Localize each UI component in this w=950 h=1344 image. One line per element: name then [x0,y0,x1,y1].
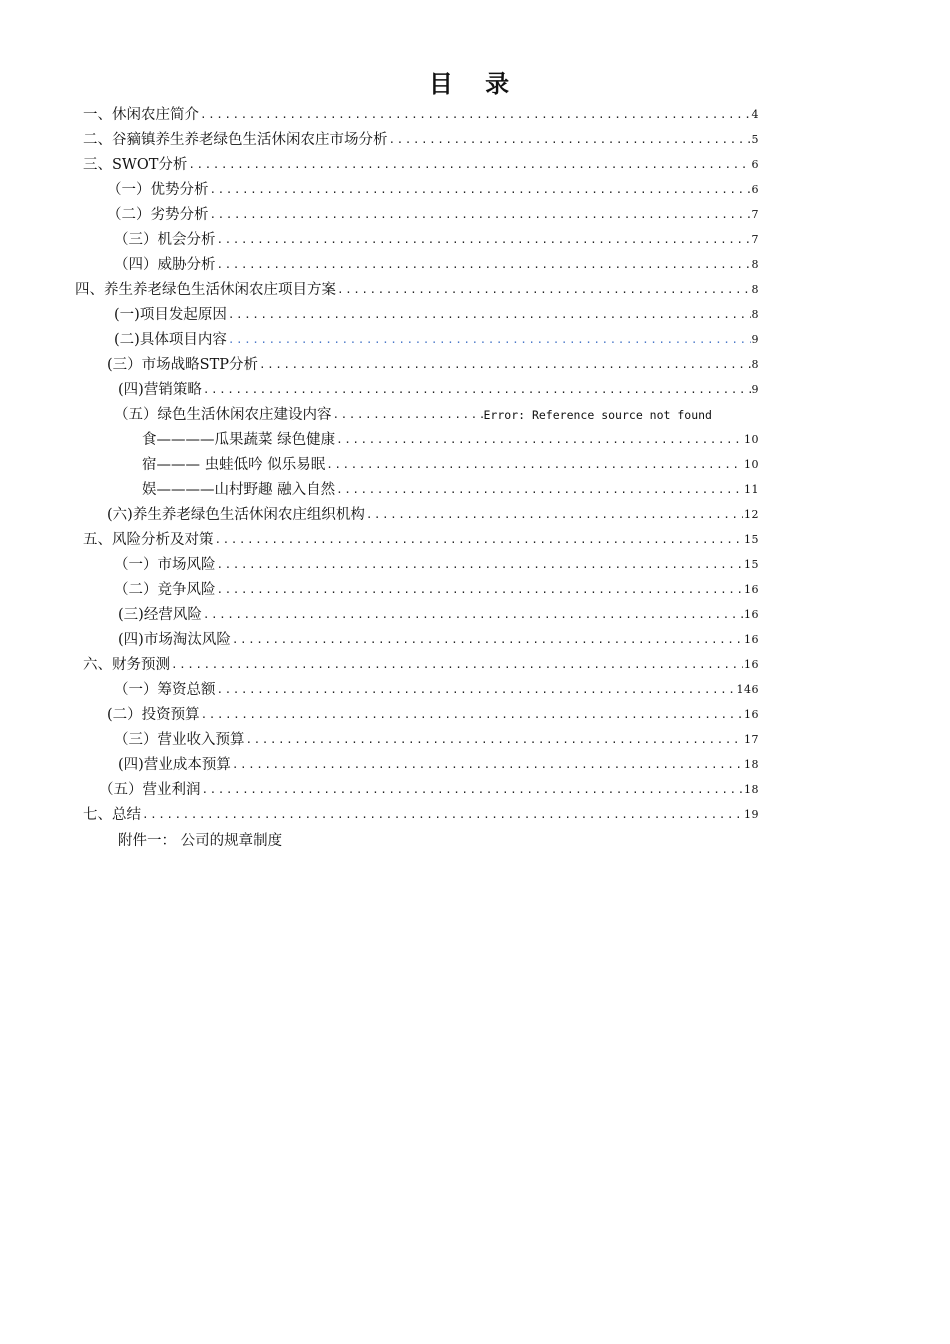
toc-entry-label: 宿——— 虫蛙低吟 似乐易眠 [142,457,326,473]
toc-entry[interactable] [83,650,759,674]
toc-leader [142,806,743,824]
toc-entry-page: 8 [751,283,759,296]
toc-entry-label: (四)营销策略 [118,382,202,398]
toc-entry-page: 146 [736,683,759,696]
toc-entry-page: 10 [744,433,759,446]
toc-entry[interactable] [142,450,759,474]
toc-entry-label: （五）绿色生活休闲农庄建设内容 [114,407,332,423]
toc-leader [202,781,744,799]
toc-entry-page: 8 [751,358,759,371]
toc-entry-page: 9 [751,383,759,396]
toc-entry-label: (三)经营风险 [118,607,202,623]
toc-leader [326,456,743,474]
toc-entry[interactable] [118,600,759,624]
toc-entry[interactable] [83,100,759,124]
toc-leader [336,431,743,449]
toc-entry-label: 三、SWOT分析 [83,157,188,173]
toc-entry-page: 8 [751,308,759,321]
toc-entry-page: 8 [751,258,759,271]
toc-entry[interactable] [114,400,759,424]
toc-entry[interactable] [107,500,759,524]
toc-entry[interactable] [114,550,759,574]
toc-entry-page: 5 [751,133,759,146]
toc-leader [217,556,744,574]
toc-entry-label: (四)营业成本预算 [118,757,231,773]
toc-entry[interactable] [114,225,759,249]
toc-leader [337,281,751,299]
toc-leader [217,256,751,274]
toc-leader [217,681,736,699]
toc-leader [217,581,744,599]
toc-entry-label: （二）劣势分析 [107,207,209,223]
toc-entry[interactable] [83,150,759,174]
toc-entry-label: (二）投资预算 [107,707,200,723]
toc-leader [200,106,751,124]
toc-entry[interactable] [118,625,759,649]
toc-leader [366,506,743,524]
toc-title: 目 录 [428,70,522,98]
toc-entry-label: (一)项目发起原因 [114,307,227,323]
toc-entry-page: 16 [744,708,759,721]
toc-leader [246,731,744,749]
toc-leader [228,331,751,349]
toc-entry-label: 食————瓜果蔬菜 绿色健康 [142,432,336,448]
toc-entry[interactable] [75,275,759,299]
toc-leader [228,306,751,324]
toc-entry-page: 19 [744,808,759,821]
toc-entry-page: 6 [751,183,759,196]
toc-entry-label: 四、养生养老绿色生活休闲农庄项目方案 [75,282,336,298]
toc-leader [259,356,750,374]
toc-entry-label: （一）优势分析 [107,182,209,198]
toc-entry-page: 16 [744,608,759,621]
toc-entry[interactable] [114,325,759,349]
toc-entry-label: （五）营业利润 [99,782,201,798]
toc-entry-page: 9 [751,333,759,346]
toc-entry[interactable] [107,175,759,199]
toc-entry-page: 15 [744,533,759,546]
toc-entry[interactable] [83,525,759,549]
toc-leader [232,756,743,774]
toc-entry[interactable] [83,125,759,149]
toc-entry-label: （四）威胁分析 [114,257,216,273]
toc-leader [210,206,751,224]
toc-entry-page: 7 [751,208,759,221]
toc-entry[interactable] [118,750,759,774]
toc-leader [201,706,743,724]
toc-entry-label: 五、风险分析及对策 [83,532,214,548]
toc-entry-label: （二）竞争风险 [114,582,216,598]
toc-entry[interactable] [114,300,759,324]
toc-entry-page: 16 [744,658,759,671]
toc-leader [389,131,751,149]
toc-entry-label: (四)市场淘汰风险 [118,632,231,648]
toc-entry-page: 18 [744,783,759,796]
toc-entry[interactable] [107,700,759,724]
toc-entry-label: 六、财务预测 [83,657,170,673]
toc-entry-label: （一）市场风险 [114,557,216,573]
toc-entry-page: 6 [751,158,759,171]
toc-entry-label: (三）市场战略STP分析 [107,357,259,373]
toc-entry[interactable] [107,350,759,374]
toc-entry-label: 二、谷豴镇养生养老绿色生活休闲农庄市场分析 [83,132,388,148]
toc-entry-page: 12 [744,508,759,521]
toc-entry-page: 16 [744,583,759,596]
toc-entry-label: 娱————山村野趣 融入自然 [142,482,336,498]
toc-entry-page: 11 [744,483,759,496]
toc-entry-page: 10 [744,458,759,471]
toc-entry[interactable] [142,425,759,449]
toc-entry-label: 七、总结 [83,807,141,823]
toc-leader [333,406,483,424]
toc-entry[interactable] [114,575,759,599]
toc-entry[interactable] [142,475,759,499]
toc-entry[interactable] [83,800,759,824]
toc-entry[interactable] [114,725,759,749]
toc-entry[interactable] [118,375,759,399]
toc-entry-page: Error: Reference source not found [483,408,712,422]
toc-leader [210,181,751,199]
toc-entry-page: 16 [744,633,759,646]
toc-entry-page: 4 [751,108,759,121]
toc-leader [171,656,743,674]
toc-entry[interactable] [107,200,759,224]
toc-leader [203,606,743,624]
toc-leader [203,381,751,399]
toc-entry-label: （一）筹资总额 [114,682,216,698]
appendix-line: 附件一： 公司的规章制度 [118,833,283,849]
toc-entry-label: （三）营业收入预算 [114,732,245,748]
toc-leader [188,156,750,174]
toc-entry[interactable] [114,675,759,699]
toc-entry-page: 17 [744,733,759,746]
toc-leader [215,531,744,549]
toc-leader [232,631,743,649]
toc-entry-page: 7 [751,233,759,246]
toc-entry-page: 18 [744,758,759,771]
toc-entry-label: (二)具体项目内容 [114,332,227,348]
toc-entry-label: (六)养生养老绿色生活休闲农庄组织机构 [107,507,365,523]
toc-entry-label: （三）机会分析 [114,232,216,248]
toc-entry[interactable] [114,250,759,274]
toc-leader [336,481,743,499]
toc-entry[interactable] [99,775,759,799]
toc-entry-page: 15 [744,558,759,571]
toc-leader [217,231,751,249]
toc-entry-label: 一、休闲农庄简介 [83,107,199,123]
